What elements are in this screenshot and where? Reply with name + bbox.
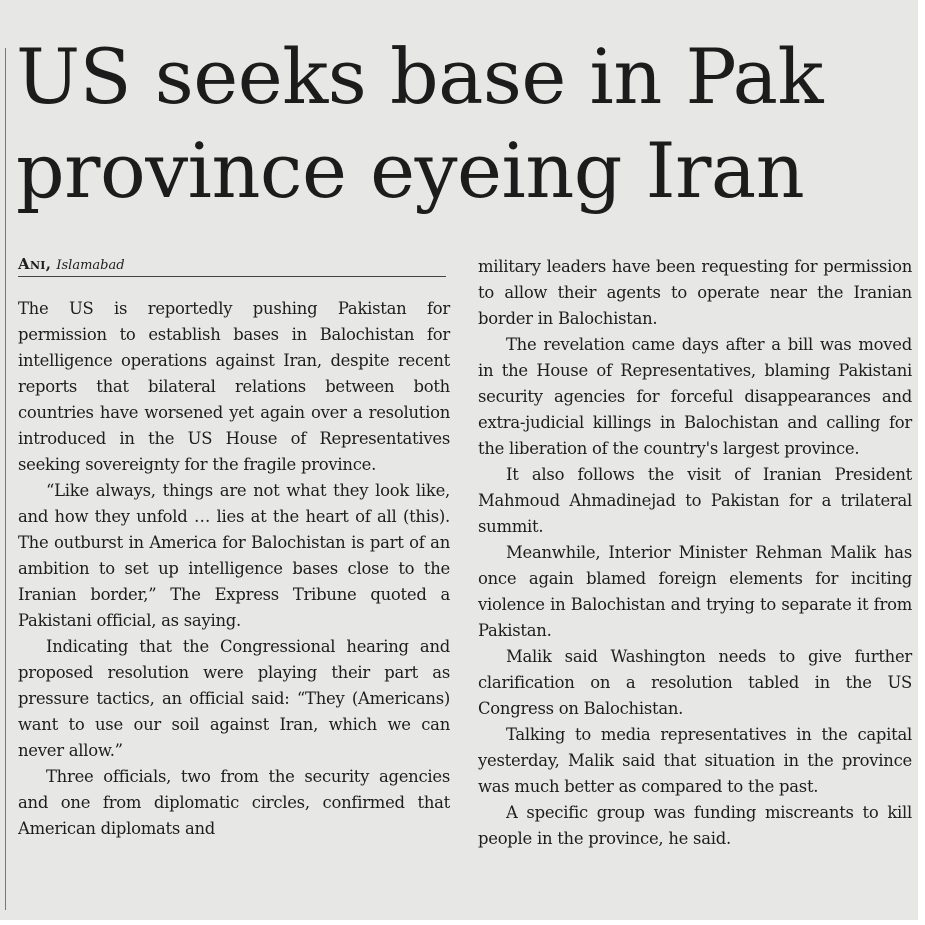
paragraph: Talking to media representatives in the capital yesterday, Malik said that situation in the province was much better as compared to the past.	[478, 725, 912, 796]
left-column	[18, 296, 450, 842]
paragraph: Three officials, two from the security agencies and one from diplomatic circles, confirmed that American diplomats and	[18, 767, 450, 838]
paragraph: military leaders have been requesting for permission to allow their agents to operate near the Iranian border in Balochistan.	[478, 257, 912, 328]
byline-agency: Ani,	[18, 255, 52, 273]
right-column	[478, 254, 912, 852]
paragraph: “Like always, things are not what they look like, and how they unfold … lies at the heart of all (this). The outburst in America for Balochistan is part of an ambition to set up intelligence bases close to the Iranian border,” The Express Tribune quoted a Pakistani official, as saying.	[18, 481, 450, 630]
paragraph: Indicating that the Congressional hearing and proposed resolution were playing their part as pressure tactics, an official said: “They (Americans) want to use our soil against Iran, which we can never allow.”	[18, 637, 450, 760]
byline-location: Islamabad	[56, 258, 125, 273]
paragraph: The US is reportedly pushing Pakistan for permission to establish bases in Balochistan for intelligence operations against Iran, despite recent reports that bilateral relations between both countries have worsened yet again over a resolution introduced in the US House of Representatives seeking sovereignty for the fragile province.	[18, 299, 450, 474]
paragraph: Malik said Washington needs to give further clarification on a resolution tabled in the US Congress on Balochistan.	[478, 647, 912, 718]
headline: US seeks base in Pak province eyeing Iran	[16, 32, 824, 215]
paragraph: It also follows the visit of Iranian President Mahmoud Ahmadinejad to Pakistan for a trilateral summit.	[478, 465, 912, 536]
paragraph: Meanwhile, Interior Minister Rehman Malik has once again blamed foreign elements for inciting violence in Balochistan and trying to separate it from Pakistan.	[478, 543, 912, 640]
left-margin-rule	[5, 48, 6, 910]
byline	[18, 254, 446, 277]
paragraph: The revelation came days after a bill was moved in the House of Representatives, blaming Pakistani security agencies for forceful disappearances and extra-judicial killings in Balochistan and calling for the liberation of the country's largest province.	[478, 335, 912, 458]
paragraph: A specific group was funding miscreants to kill people in the province, he said.	[478, 803, 912, 848]
